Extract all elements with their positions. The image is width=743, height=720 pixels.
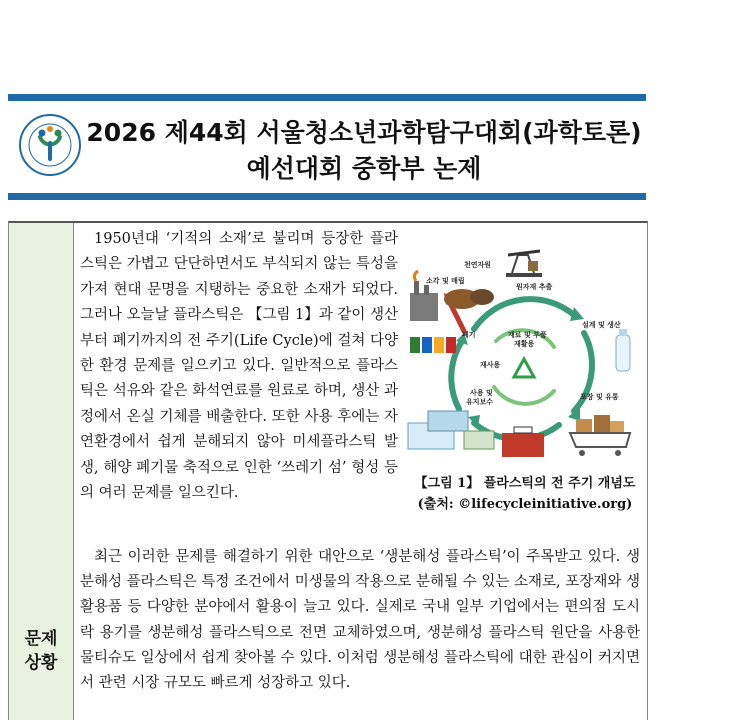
title-line-1: 2026 제44회 서울청소년과학탐구대회(과학토론) xyxy=(86,118,642,147)
title-line-2: 예선대회 중학부 논제 xyxy=(246,154,482,183)
figure-caption xyxy=(407,473,643,515)
toolbox-icon xyxy=(502,427,544,457)
label-raw: 천연자원 xyxy=(464,261,492,269)
side-label-line-2: 상황 xyxy=(24,653,58,673)
label-use-2: 유지보수 xyxy=(466,398,494,406)
label-recycle-2: 재활용 xyxy=(514,340,535,348)
recycle-bins-icon xyxy=(410,337,456,353)
header-top-bar xyxy=(8,94,646,101)
side-label xyxy=(9,627,73,675)
waste-pile-icon xyxy=(444,289,494,309)
shopping-cart-icon xyxy=(570,415,630,456)
bottle-icon xyxy=(616,329,630,371)
label-packaging: 포장 및 유통 xyxy=(580,393,619,401)
caption-title: 【그림 1】 플라스틱의 전 주기 개념도 xyxy=(414,476,636,491)
caption-source: (출처: ©lifecycleinitiative.org) xyxy=(417,497,633,512)
side-column xyxy=(9,223,74,720)
paragraph-1: 1950년대 ‘기적의 소재’로 불리며 등장한 플라스틱은 가볍고 단단하면서도 부식되지 않는 특성을 가져 현대 문명을 지탱하는 중요한 소재가 되었다. 그러나 오늘날 플라스틱은 【그림 1】과 같이 생산부터 폐기까지의 전 주기(Life Cycle)에 걸쳐 다양한 환경 문제를 일으키고 있다. 일반적으로 플라스틱은 석유와 같은 화석연료를 원료로 하며, 생산 과정에서 온실 기체를 배출한다. 또한 사용 후에는 자연환경에서 쉽게 분해되지 않아 미세플라스틱 발생, 해양 폐기물 축적으로 인한 ‘쓰레기 섬’ 형성 등의 여러 문제를 일으킨다. xyxy=(80,231,399,502)
label-use-1: 사용 및 xyxy=(470,389,493,397)
recycle-icon xyxy=(514,359,534,377)
lifecycle-figure xyxy=(404,241,640,473)
seoul-emblem-icon xyxy=(18,113,82,177)
label-disposal: 폐기 xyxy=(462,331,476,339)
side-label-line-1: 문제 xyxy=(24,629,58,649)
label-extract: 원자재 추출 xyxy=(516,283,553,291)
label-recycle-1: 재료 및 부품 xyxy=(508,331,547,339)
inner-arrow-bottom xyxy=(494,387,554,404)
problem-table xyxy=(8,221,648,720)
header xyxy=(8,101,646,193)
paragraph-2: 최근 이러한 문제를 해결하기 위한 대안으로 ‘생분해성 플라스틱’이 주목받고 있다. 생분해성 플라스틱은 특정 조건에서 미생물의 작용으로 분해될 수 있는 소재로, 포장재와 생활용품 등 다양한 분야에서 활용이 늘고 있다. 실제로 국내 일부 기업에서는 편의점 도시락 용기를 생분해성 플라스틱으로 전면 교체하였으며, 생분해성 플라스틱 원단을 사용한 물티슈도 일상에서 쉽게 찾아볼 수 있다. 이처럼 생분해성 플라스틱에 대한 관심이 커지면서 관련 시장 규모도 빠르게 성장하고 있다. xyxy=(80,549,640,692)
oil-pump-icon xyxy=(506,251,542,277)
header-bottom-bar xyxy=(8,193,646,200)
label-reuse: 재사용 xyxy=(480,361,501,369)
label-design: 설계 및 생산 xyxy=(582,321,621,329)
content-cell xyxy=(74,223,647,720)
page-title xyxy=(86,115,642,187)
cycle-arrow-top xyxy=(474,299,574,329)
label-landfill: 소각 및 매립 xyxy=(426,277,465,285)
